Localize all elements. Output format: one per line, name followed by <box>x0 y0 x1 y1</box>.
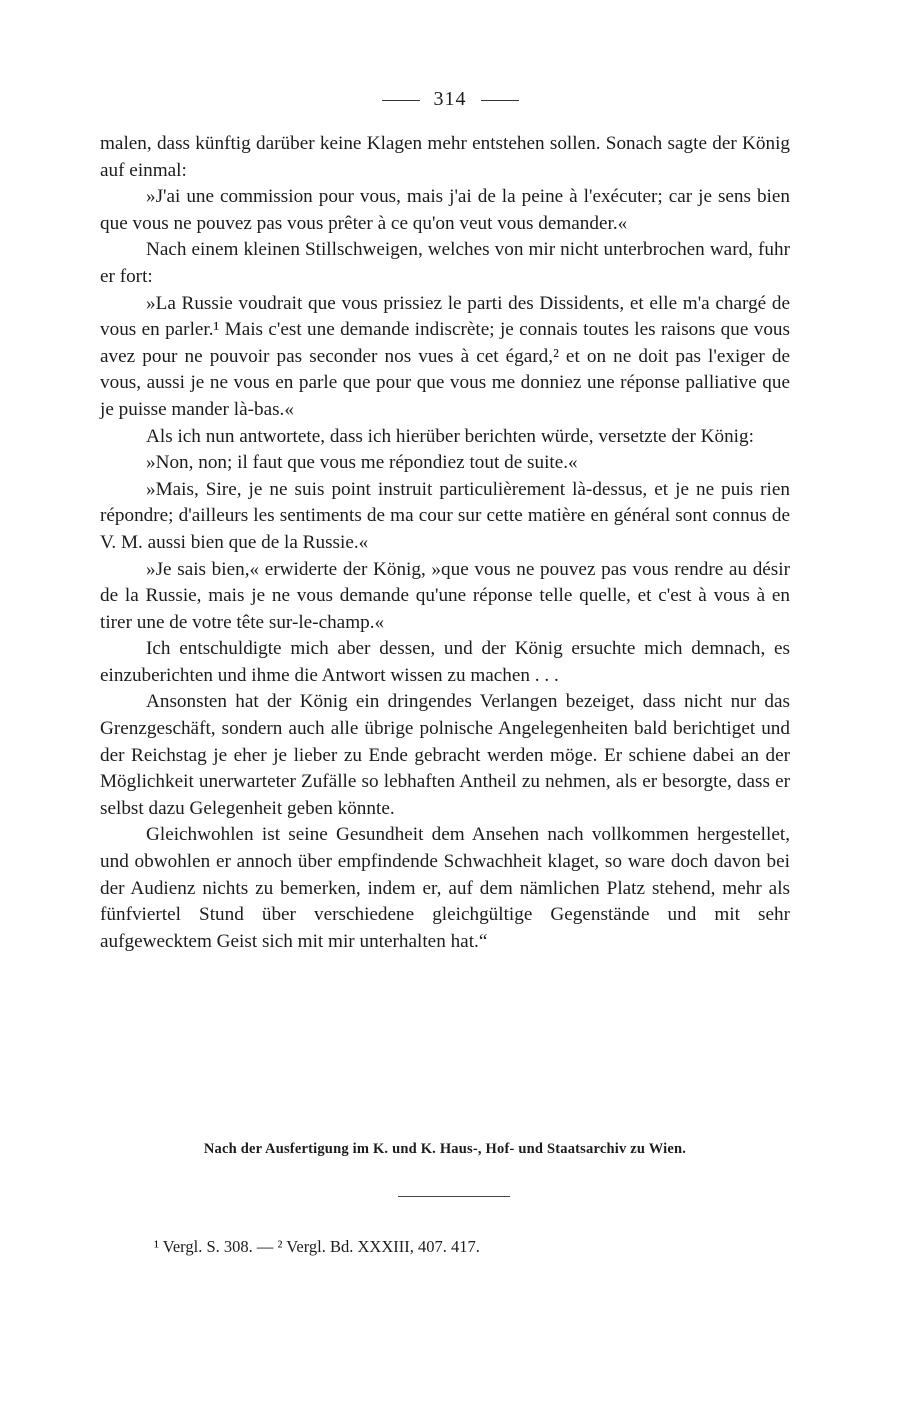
footnotes: ¹ Vergl. S. 308. — ² Vergl. Bd. XXXIII, 407. 417. <box>154 1237 480 1256</box>
page-header <box>0 88 900 111</box>
paragraph: Gleichwohlen ist seine Gesundheit dem Ansehen nach vollkommen hergestellet, und obwohlen er annoch über empfindende Schwachheit klaget, so ware doch davon bei der Audienz nichts zu bemerken, indem er, auf dem nämlichen Platz stehend, mehr als fünfviertel Stund über verschiedene gleichgültige Gegenstände und mit sehr aufgewecktem Geist sich mit mir unterhalten hat.“ <box>100 824 790 952</box>
body-text <box>100 131 790 955</box>
paragraph: »J'ai une commission pour vous, mais j'ai de la peine à l'exécuter; car je sens bien que vous ne pouvez pas vous prêter à ce qu'on veut vous demander.« <box>100 186 790 234</box>
paragraph: malen, dass künftig darüber keine Klagen mehr entstehen sollen. Sonach sagte der König auf einmal: <box>100 133 790 181</box>
paragraph: Nach einem kleinen Stillschweigen, welches von mir nicht unterbrochen ward, fuhr er fort: <box>100 239 790 287</box>
paragraph: Ansonsten hat der König ein dringendes Verlangen bezeiget, dass nicht nur das Grenzgeschäft, sondern auch alle übrige polnische Angelegenheiten bald berichtiget und der Reichstag je eher je lieber zu Ende gebracht werden möge. Er schiene dabei an der Möglichkeit unerwarteter Zufälle so lebhaften Antheil zu nehmen, als er besorgte, dass er selbst dazu Gelegenheit geben könnte. <box>100 691 790 819</box>
header-dash-right <box>481 100 519 101</box>
header-dash-left <box>382 100 420 101</box>
paragraph: »Non, non; il faut que vous me répondiez tout de suite.« <box>146 452 578 474</box>
page-number: 314 <box>433 88 467 110</box>
footnote-divider <box>398 1196 510 1197</box>
paragraph: »Je sais bien,« erwiderte der König, »que vous ne pouvez pas vous rendre au désir de la Russie, mais je ne vous demande qu'une réponse telle quelle, et c'est à vous à en tirer une de votre tête sur-le-champ.« <box>100 558 790 633</box>
paragraph: »La Russie voudrait que vous prissiez le parti des Dissidents, et elle m'a chargé de vous en parler.¹ Mais c'est une demande indiscrète; je connais toutes les raisons que vous avez pour ne pouvoir pas seconder nos vues à cet égard,² et on ne doit pas l'exiger de vous, aussi je ne vous en parle que pour que vous me donniez une réponse palliative que je puisse mander là-bas.« <box>100 292 790 420</box>
paragraph: Ich entschuldigte mich aber dessen, und der König ersuchte mich demnach, es einzuberichten und ihme die Antwort wissen zu machen . . . <box>100 638 790 686</box>
paragraph: Als ich nun antwortete, dass ich hierüber berichten würde, versetzte der König: <box>146 425 754 447</box>
paragraph: »Mais, Sire, je ne suis point instruit particulièrement là-dessus, et je ne puis rien répondre; d'ailleurs les sentiments de ma cour sur cette matière en général sont connus de V. M. aussi bien que de la Russie.« <box>100 478 790 553</box>
source-note: Nach der Ausfertigung im K. und K. Haus-, Hof- und Staatsarchiv zu Wien. <box>203 1141 687 1157</box>
